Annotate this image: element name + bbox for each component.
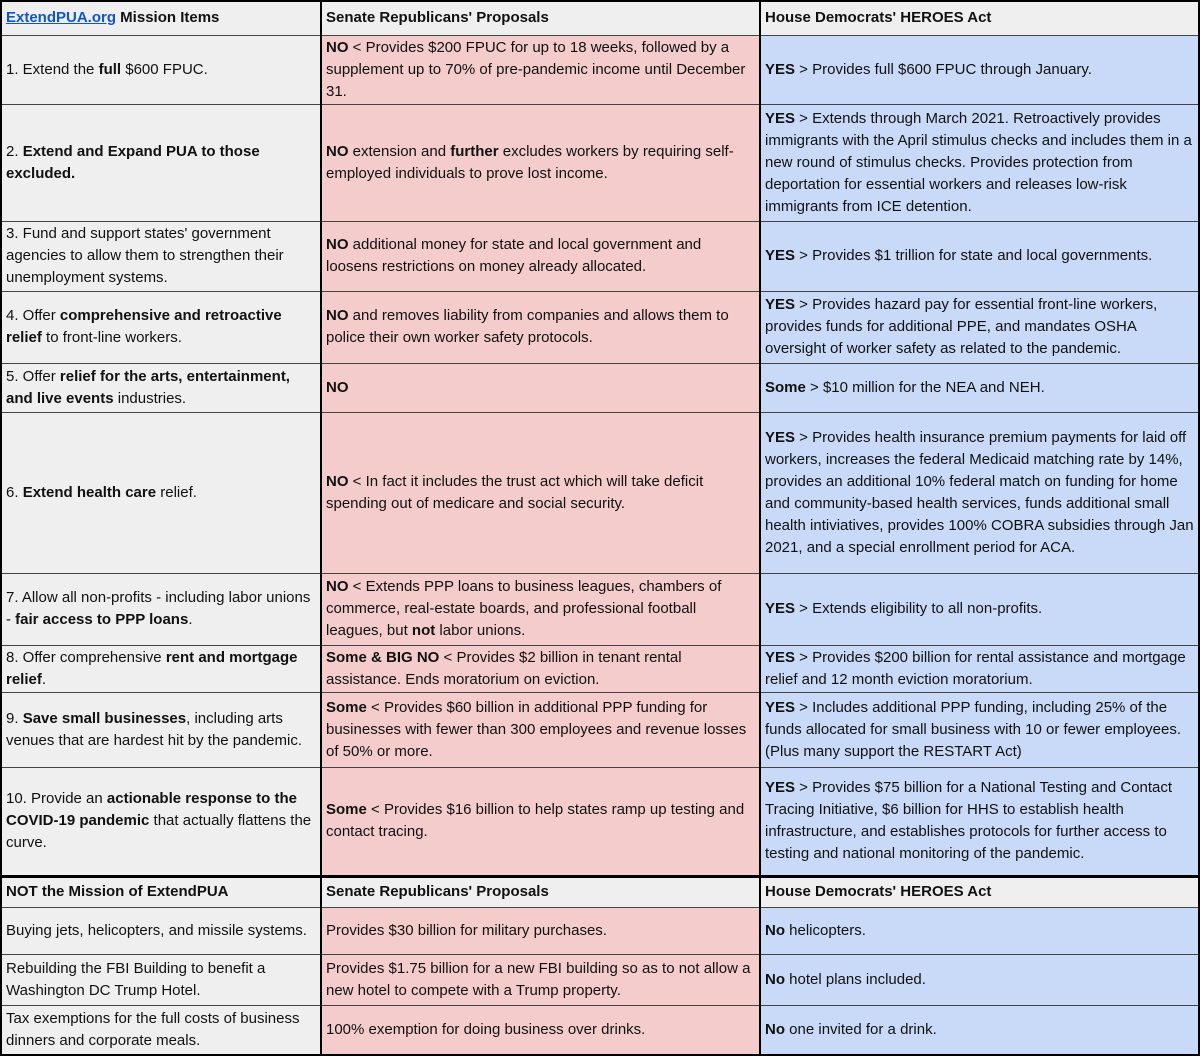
table-row (1, 35, 1199, 104)
house-cell (760, 907, 1199, 954)
table-row (1, 645, 1199, 692)
bold-text: Extend and Expand PUA to those excluded. (6, 142, 260, 182)
bold-text: relief for the arts, entertainment, and live events (6, 367, 290, 407)
text: , including arts venues that are hardest hit by the pandemic. (6, 709, 303, 749)
house-cell (760, 954, 1199, 1005)
table-row (1, 291, 1199, 363)
bold-text: No (765, 1020, 785, 1038)
bold-text: NO (326, 472, 349, 490)
table-row (1, 907, 1199, 954)
text: additional money for state and local government and loosens restrictions on money already allocated. (326, 236, 702, 275)
senate-cell (321, 104, 760, 221)
text: 6. (6, 483, 23, 501)
table-row (1, 954, 1199, 1005)
text: 2. (6, 142, 23, 160)
bold-text: NO (326, 307, 349, 324)
table-row (1, 573, 1199, 645)
header-senate: Senate Republicans' Proposals (321, 1, 760, 35)
bold-text: Some & BIG NO (326, 648, 440, 666)
text: 10. Provide an (6, 790, 107, 807)
header2-col2: Senate Republicans' Proposals (321, 876, 760, 907)
mission-cell (1, 1005, 321, 1055)
senate-cell (321, 363, 760, 412)
header-row-2 (1, 876, 1199, 907)
bold-text: actionable response to the COVID-19 pandemic (6, 790, 297, 829)
bold-text: YES (765, 600, 796, 617)
table-row (1, 767, 1199, 876)
bold-text: comprehensive and retroactive relief (6, 307, 282, 346)
bold-text: NO (326, 378, 349, 396)
text: to front-line workers. (41, 329, 182, 346)
mission-cell (1, 412, 321, 573)
mission-cell (1, 573, 321, 645)
senate-cell (321, 645, 760, 692)
text: $600 FPUC. (121, 60, 208, 78)
text: > Extends through March 2021. Retroactively provides immigrants with the April stimulus checks and includes them in a new round of stimulus checks. Provides protection from deportation for essential workers and releases low-risk immigrants from ICE detention. (765, 109, 1192, 215)
bold-text: NO (326, 578, 349, 595)
text: 9. (6, 709, 23, 727)
senate-cell (321, 954, 760, 1005)
mission-cell (1, 692, 321, 767)
bold-text: Extend health care (22, 483, 157, 501)
text: < Extends PPP loans to business leagues, chambers of commerce, real-estate boards, and professional football leagues, but (326, 578, 722, 639)
senate-cell (321, 692, 760, 767)
table-row (1, 363, 1199, 412)
text: labor unions. (435, 622, 526, 639)
bold-text: further (450, 142, 499, 160)
header2-col3: House Democrats' HEROES Act (760, 876, 1199, 907)
header-mission-items (1, 1, 321, 35)
house-cell (760, 573, 1199, 645)
text: extension and (348, 142, 451, 160)
bold-text: YES (765, 648, 796, 666)
table-row (1, 692, 1199, 767)
house-cell (760, 104, 1199, 221)
text: and removes liability from companies and allows them to police their own worker safety protocols. (326, 307, 729, 346)
text: > Provides hazard pay for essential front-line workers, provides funds for additional PPE, and mandates OSHA oversight of worker safety as related to the pandemic. (765, 296, 1158, 357)
text: Tax exemptions for the full costs of business dinners and corporate meals. (6, 1009, 300, 1049)
bold-text: fair access to PPP loans (15, 611, 189, 628)
senate-cell (321, 767, 760, 876)
text: > Extends eligibility to all non-profits. (795, 600, 1043, 617)
senate-cell (321, 1005, 760, 1055)
mission-cell (1, 291, 321, 363)
text: 5. Offer (6, 367, 60, 385)
text: < Provides $16 billion to help states ramp up testing and contact tracing. (326, 801, 745, 840)
text: > Provides full $600 FPUC through January. (795, 60, 1092, 78)
text: . (41, 670, 47, 688)
house-cell (760, 767, 1199, 876)
text: 100% exemption for doing business over drinks. (326, 1020, 646, 1038)
text: Buying jets, helicopters, and missile systems. (6, 921, 307, 939)
senate-cell (321, 412, 760, 573)
bold-text: NO (326, 142, 349, 160)
senate-cell (321, 573, 760, 645)
bold-text: YES (765, 60, 796, 78)
bold-text: Some (326, 801, 367, 818)
house-cell (760, 1005, 1199, 1055)
mission-cell (1, 767, 321, 876)
table-row (1, 221, 1199, 291)
text: > Provides $1 trillion for state and local governments. (795, 247, 1153, 264)
bold-text: NO (326, 236, 349, 253)
text: relief. (156, 483, 197, 501)
text: industries. (113, 389, 187, 407)
bold-text: Some (765, 378, 806, 396)
text: excludes workers by requiring self-employed individuals to prove lost income. (326, 142, 734, 182)
text: Provides $30 billion for military purchases. (326, 921, 607, 939)
table-row (1, 104, 1199, 221)
header-house: House Democrats' HEROES Act (760, 1, 1199, 35)
house-cell (760, 645, 1199, 692)
text: > Provides $75 billion for a National Testing and Contact Tracing Initiative, $6 billion for HHS to establish health infrastructure, and establishes protocols for further access to testing and national monitoring of the pandemic. (765, 779, 1173, 862)
bold-text: YES (765, 109, 796, 127)
text: > $10 million for the NEA and NEH. (805, 378, 1045, 396)
bold-text: YES (765, 698, 796, 716)
mission-cell (1, 907, 321, 954)
mission-cell (1, 363, 321, 412)
bold-text: YES (765, 779, 796, 796)
text: < Provides $2 billion in tenant rental assistance. Ends moratorium on eviction. (326, 648, 682, 688)
senate-cell (321, 291, 760, 363)
text: > Provides health insurance premium payments for laid off workers, increases the federal Medicaid matching rate by 14%, provides an additional 10% federal match on funding for home and community-based health services, funds additional small health intiviatives, provides 100% COBRA subsidies through Jan 2021, and a special enrollment period for ACA. (765, 428, 1194, 556)
header-row (1, 1, 1199, 35)
bold-text: No (765, 921, 785, 939)
senate-cell (321, 35, 760, 104)
text: Rebuilding the FBI Building to benefit a Washington DC Trump Hotel. (6, 959, 266, 999)
text: . (188, 611, 193, 628)
header2-col1: NOT the Mission of ExtendPUA (1, 876, 321, 907)
bold-text: NO (326, 38, 349, 56)
bold-text: YES (765, 428, 796, 446)
text: 8. Offer comprehensive (6, 648, 166, 666)
mission-cell (1, 954, 321, 1005)
senate-cell (321, 907, 760, 954)
text: 7. Allow all non-profits - including labor unions - (6, 589, 311, 628)
bold-text: YES (765, 247, 796, 264)
mission-cell (1, 221, 321, 291)
bold-text: YES (765, 296, 796, 313)
bold-text: full (98, 60, 122, 78)
bold-text: not (411, 622, 436, 639)
bold-text: No (765, 970, 785, 988)
bold-text: Some (326, 698, 367, 716)
bold-text: rent and mortgage relief (6, 648, 298, 688)
text: < Provides $200 FPUC for up to 18 weeks, followed by a supplement up to 70% of pre-pandemic income until December 31. (326, 38, 746, 100)
house-cell (760, 35, 1199, 104)
house-cell (760, 363, 1199, 412)
extendpua-link[interactable]: ExtendPUA.org (6, 9, 117, 27)
text: < Provides $60 billion in additional PPP funding for businesses with fewer than 300 employees and revenue losses of 50% or more. (326, 698, 747, 760)
mission-cell (1, 104, 321, 221)
text: > Provides $200 billion for rental assistance and mortgage relief and 12 month eviction moratorium. (765, 648, 1186, 688)
bold-text: Save small businesses (22, 709, 187, 727)
table-row (1, 412, 1199, 573)
table-row (1, 1005, 1199, 1055)
text: 1. Extend the (6, 60, 99, 78)
text: Provides $1.75 billion for a new FBI building so as to not allow a new hotel to compete with a Trump property. (326, 959, 751, 999)
senate-cell (321, 221, 760, 291)
text: 4. Offer (6, 307, 60, 324)
text: > Includes additional PPP funding, including 25% of the funds allocated for small business with 10 or fewer employees. (Plus many support the RESTART Act) (765, 698, 1182, 760)
text: that actually flattens the curve. (6, 812, 312, 851)
house-cell (760, 692, 1199, 767)
text: 3. Fund and support states' government agencies to allow them to strengthen their unemployment systems. (6, 225, 284, 286)
text: < In fact it includes the trust act which will take deficit spending out of medicare and social security. (326, 472, 704, 512)
text: helicopters. (785, 921, 866, 939)
house-cell (760, 291, 1199, 363)
house-cell (760, 412, 1199, 573)
header-label: Mission Items (116, 9, 220, 27)
text: hotel plans included. (785, 970, 926, 988)
mission-cell (1, 35, 321, 104)
text: one invited for a drink. (785, 1020, 937, 1038)
mission-cell (1, 645, 321, 692)
house-cell (760, 221, 1199, 291)
